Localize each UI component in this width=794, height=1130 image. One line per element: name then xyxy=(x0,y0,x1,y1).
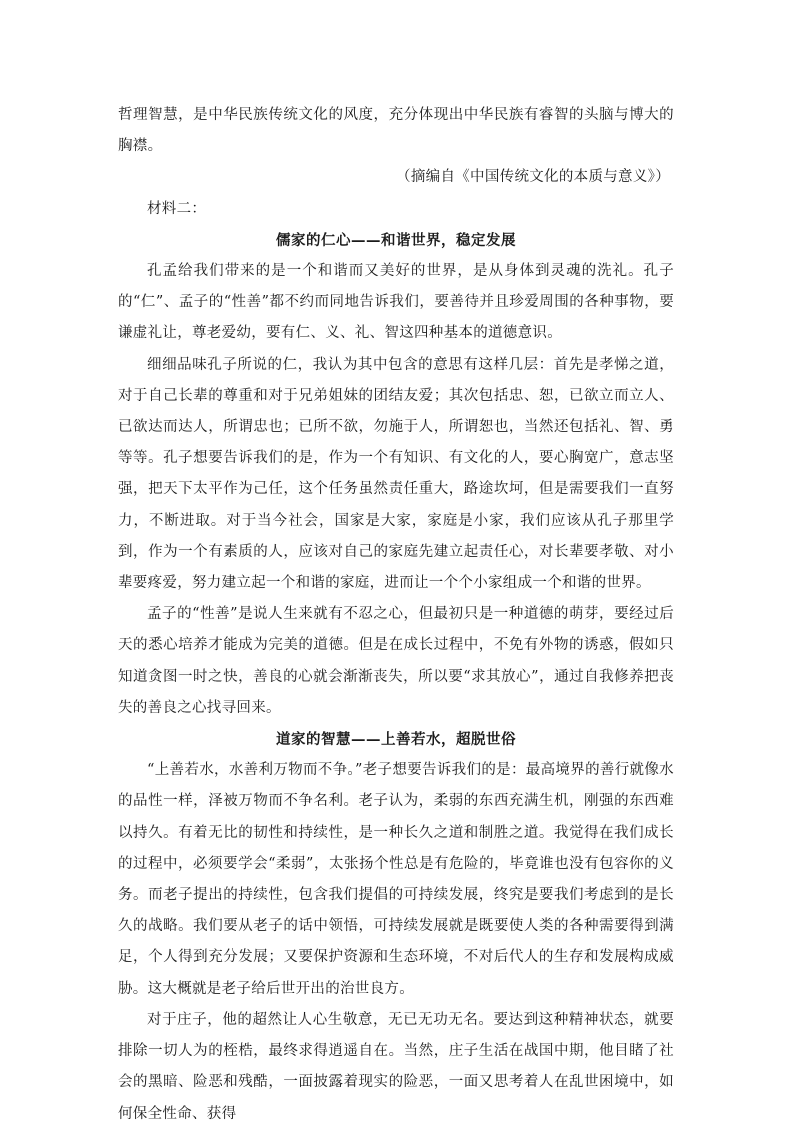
material-one-source-citation: （摘编自《中国传统文化的本质与意义》） xyxy=(396,169,670,186)
material-two-label: 材料二： xyxy=(147,200,207,217)
section-heading-confucian: 儒家的仁心——和谐世界，稳定发展 xyxy=(276,231,516,249)
material-one-tail-paragraph: 哲理智慧，是中华民族传统文化的风度，充分体现出中华民族有睿智的头脑与博大的胸襟。 xyxy=(118,107,674,155)
confucian-paragraph-1: 孔孟给我们带来的是一个和谐而又美好的世界，是从身体到灵魂的洗礼。孔子的“仁”、孟子的“性善”都不约而同地告诉我们，要善待并且珍爱周围的各种事物，要谦虚礼让，尊老爱幼，要有仁、义、礼、智这四种基本的道德意识。 xyxy=(118,263,674,342)
section-heading-taoist: 道家的智慧——上善若水，超脱世俗 xyxy=(276,731,516,749)
confucian-paragraph-2: 细细品味孔子所说的仁，我认为其中包含的意思有这样几层：首先是孝悌之道，对于自己长辈的尊重和对于兄弟姐妹的团结友爱；其次包括忠、恕，已欲立而立人、已欲达而达人，所谓忠也；已所不欲，勿施于人，所谓恕也，当然还包括礼、智、勇等等。孔子想要告诉我们的是，作为一个有知识、有文化的人，要心胸宽广，意志坚强，把天下太平作为己任，这个任务虽然责任重大，路途坎坷，但是需要我们一直努力，不断进取。对于当今社会，国家是大家，家庭是小家，我们应该从孔子那里学到，作为一个有素质的人，应该对自己的家庭先建立起责任心，对长辈要孝敬、对小辈要疼爱，努力建立起一个和谐的家庭，进而让一个个小家组成一个和谐的世界。 xyxy=(118,356,674,592)
confucian-paragraph-3: 孟子的“性善”是说人生来就有不忍之心，但最初只是一种道德的萌芽，要经过后天的悉心培养才能成为完美的道德。但是在成长过程中，不免有外物的诱惑，假如只知道贪图一时之快，善良的心就会渐渐丧失，所以要“求其放心”，通过自我修养把丧失的善良之心找寻回来。 xyxy=(118,606,674,716)
taoist-paragraph-2: 对于庄子，他的超然让人心生敬意，无已无功无名。要达到这种精神状态，就要排除一切人为的桎梏，最终求得逍遥自在。当然，庄子生活在战国中期，他目睹了社会的黑暗、险恶和残酷，一面披露着现实的险恶，一面又思考着人在乱世困境中，如何保全性命、获得 xyxy=(118,1011,674,1122)
document-body xyxy=(118,100,674,1130)
taoist-paragraph-1: “上善若水，水善利万物而不争。”老子想要告诉我们的是：最高境界的善行就像水的品性一样，泽被万物而不争名利。老子认为，柔弱的东西充满生机，刚强的东西难以持久。有着无比的韧性和持续性，是一种长久之道和制胜之道。我觉得在我们成长的过程中，必须要学会“柔弱”，太张扬个性总是有危险的，毕竟谁也没有包容你的义务。而老子提出的持续性，包含我们提倡的可持续发展，终究是要我们考虑到的是长久的战略。我们要从老子的话中领悟，可持续发展就是既要使人类的各种需要得到满足，个人得到充分发展；又要保护资源和生态环境，不对后代人的生存和发展构成威胁。这大概就是老子给后世开出的治世良方。 xyxy=(118,762,674,997)
